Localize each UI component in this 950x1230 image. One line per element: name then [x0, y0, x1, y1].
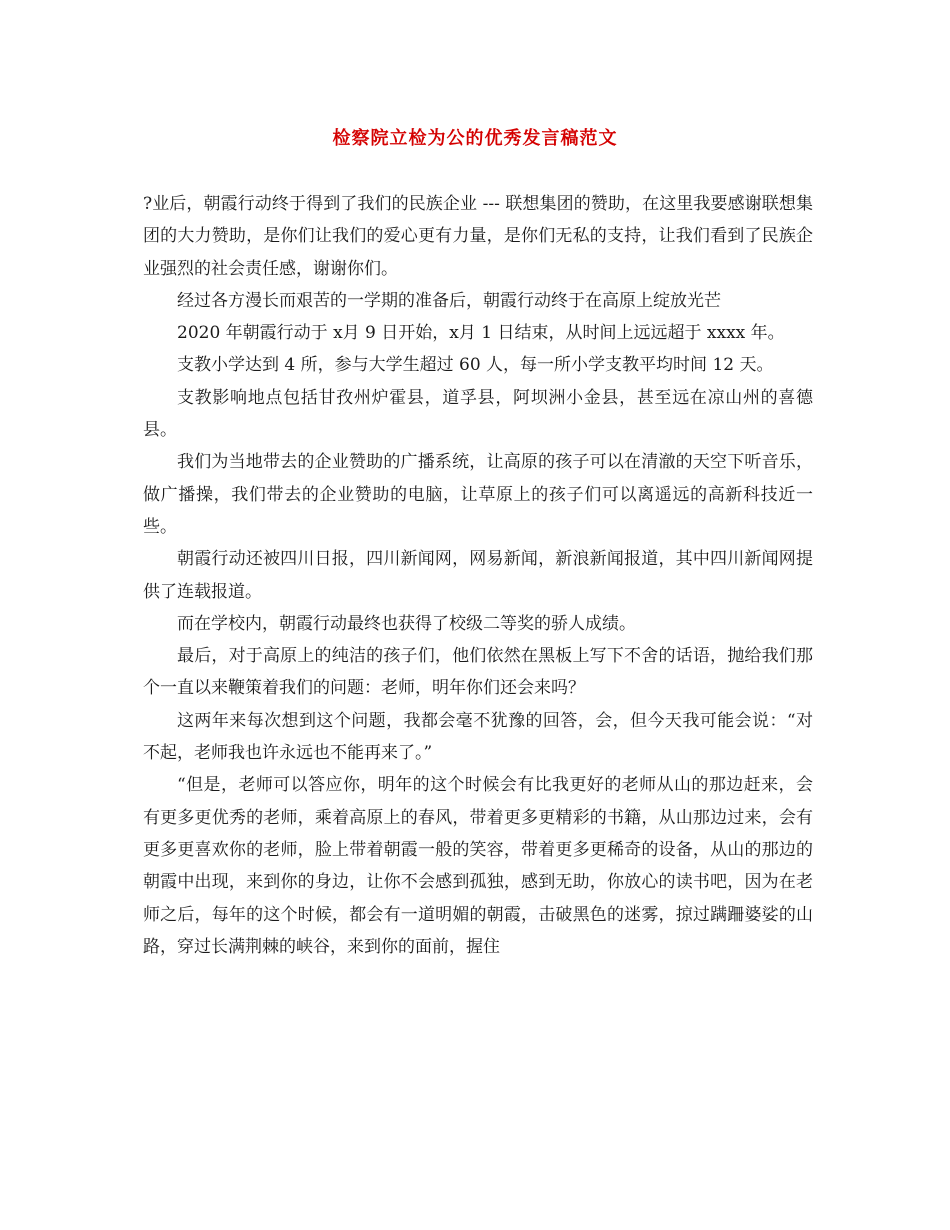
- paragraph-3: 2020 年朝霞行动于 x月 9 日开始，x月 1 日结束，从时间上远远超于 xxxx 年。: [177, 323, 785, 344]
- paragraph-11: “但是，老师可以答应你，明年的这个时候会有比我更好的老师从山的那边赶来，会有更多更优秀的老师，乘着高原上的春风，带着更多更精彩的书籍，从山那边过来，会有更多更喜欢你的老师，脸上带着朝霞一般的笑容，带着更多更稀奇的设备，从山的那边的朝霞中出现，来到你的身边，让你不会感到孤独，感到无助，你放心的读书吧，因为在老师之后，每年的这个时候，都会有一道明媚的朝霞，击破黑色的迷雾，掠过蹒跚婆娑的山路，穿过长满荆棘的峡谷，来到你的面前，握住: [143, 775, 813, 957]
- paragraph-2: 经过各方漫长而艰苦的一学期的准备后，朝霞行动终于在高原上绽放光芒: [177, 290, 721, 311]
- paragraph-6: 我们为当地带去的企业赞助的广播系统，让高原的孩子可以在清澈的天空下听音乐，做广播操，我们带去的企业赞助的电脑，让草原上的孩子们可以离遥远的高新科技近一些。: [143, 452, 813, 537]
- document-title: 检察院立检为公的优秀发言稿范文: [332, 128, 618, 149]
- document-body: [143, 188, 813, 963]
- paragraph-8: 而在学校内，朝霞行动最终也获得了校级二等奖的骄人成绩。: [177, 613, 636, 634]
- paragraph-10: 这两年来每次想到这个问题，我都会毫不犹豫的回答，会，但今天我可能会说：“对不起，老师我也许永远也不能再来了。”: [143, 710, 813, 764]
- paragraph-1: ?业后，朝霞行动终于得到了我们的民族企业 --- 联想集团的赞助，在这里我要感谢联想集团的大力赞助，是你们让我们的爱心更有力量，是你们无私的支持，让我们看到了民族企业强烈的社会责任感，谢谢你们。: [143, 194, 813, 279]
- paragraph-5: 支教影响地点包括甘孜州炉霍县，道孚县，阿坝洲小金县，甚至远在凉山州的喜德县。: [143, 387, 813, 441]
- paragraph-4: 支教小学达到 4 所，参与大学生超过 60 人，每一所小学支教平均时间 12 天。: [177, 355, 774, 376]
- paragraph-9: 最后，对于高原上的纯洁的孩子们，他们依然在黑板上写下不舍的话语，抛给我们那个一直以来鞭策着我们的问题：老师，明年你们还会来吗？: [143, 646, 813, 699]
- paragraph-7: 朝霞行动还被四川日报，四川新闻网，网易新闻，新浪新闻报道，其中四川新闻网提供了连载报道。: [143, 549, 813, 602]
